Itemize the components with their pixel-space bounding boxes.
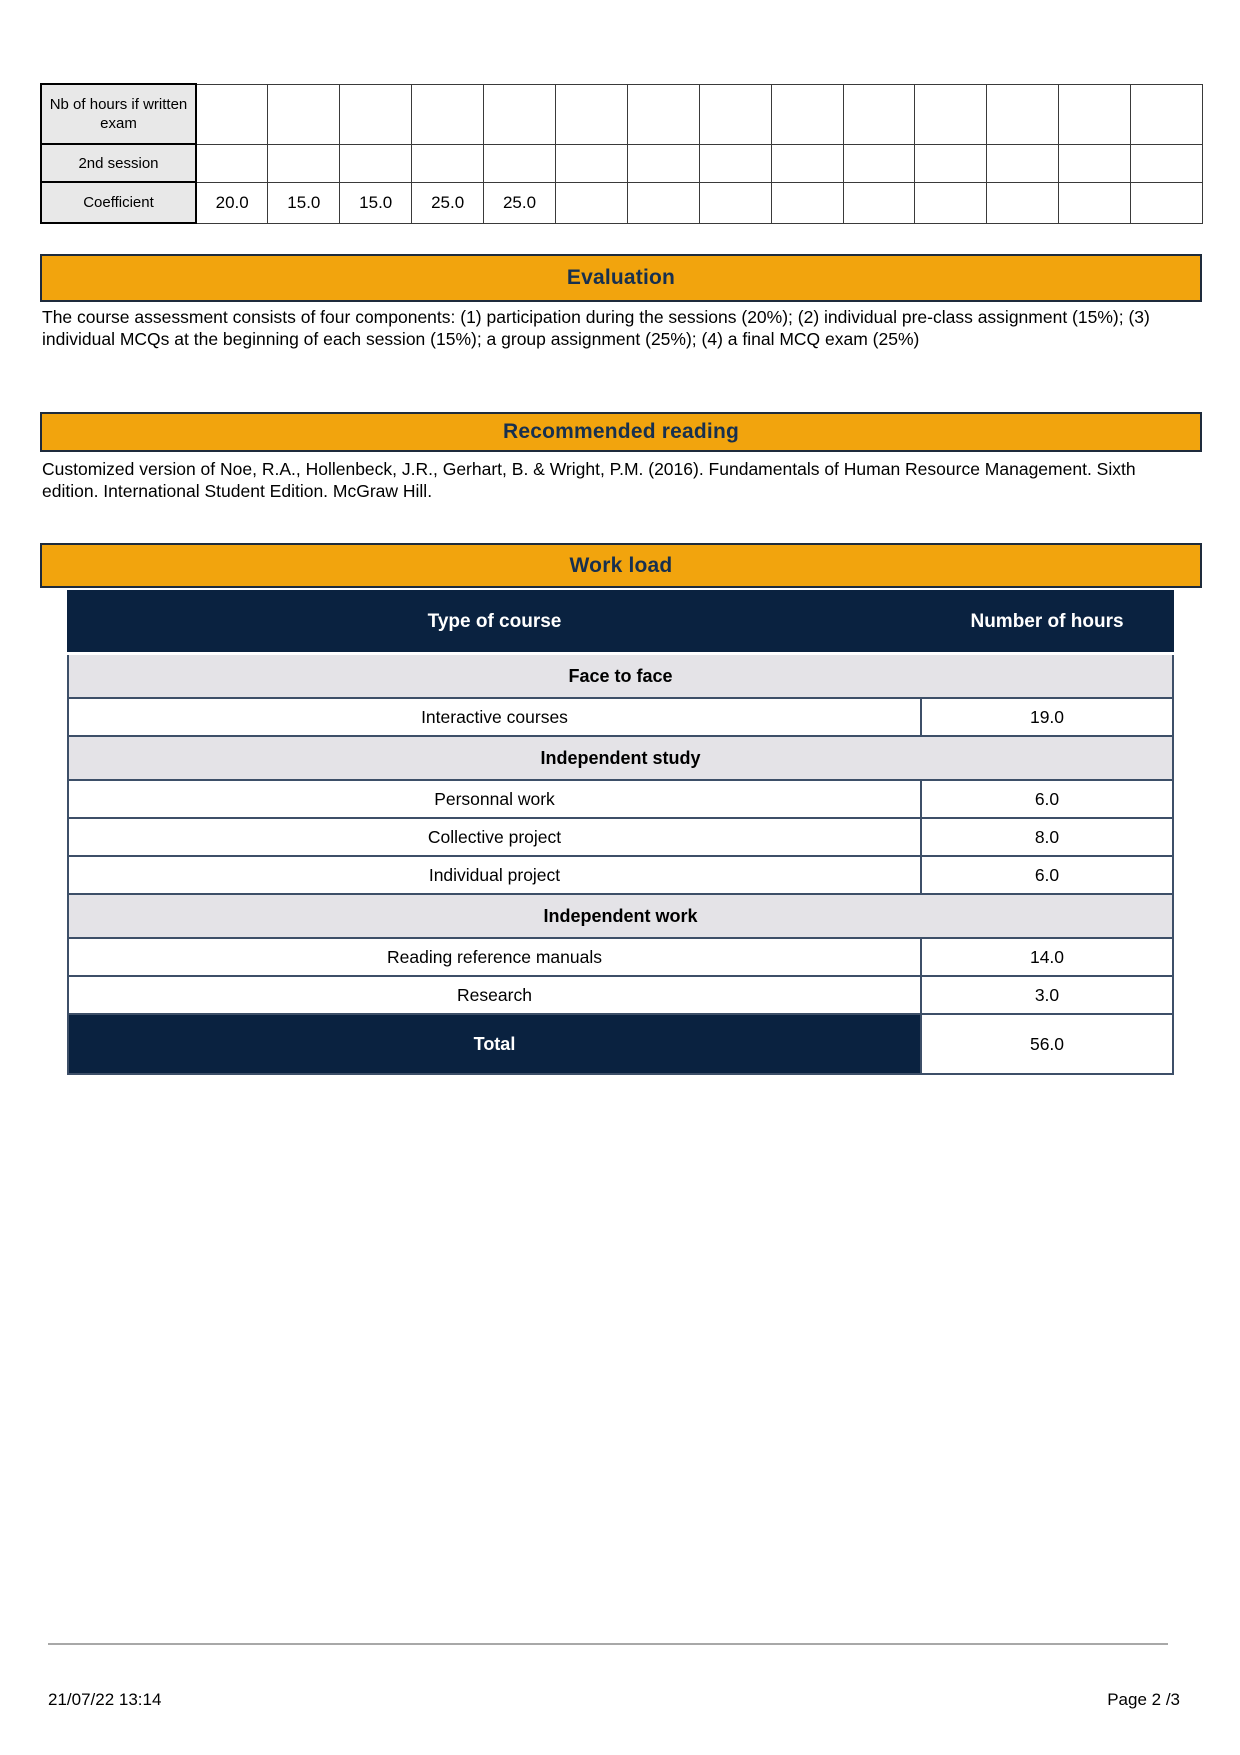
workload-hours-cell: 6.0 — [921, 780, 1173, 818]
footer-page-number: Page 2 /3 — [1107, 1690, 1180, 1709]
workload-data-row — [68, 938, 1173, 976]
evaluation-paragraph: The course assessment consists of four components: (1) participation during the sessions (20%); (2) individual pre-class assignment (15%); (3) individual MCQs at the beginning of each session (15%); a group assignment (25%); (4) a final MCQ exam (25%) — [42, 307, 1150, 349]
workload-hours-cell: 14.0 — [921, 938, 1173, 976]
workload-header — [40, 543, 1202, 588]
workload-table — [67, 590, 1174, 1075]
workload-total-row — [68, 1014, 1173, 1074]
top-table-value-cell — [987, 144, 1059, 182]
top-table-value-cell: 15.0 — [340, 182, 412, 223]
recommended-reading-paragraph: Customized version of Noe, R.A., Hollenbeck, J.R., Gerhart, B. & Wright, P.M. (2016). Fundamentals of Human Resource Management. Sixth edition. International Student Edition. McGraw Hill. — [42, 459, 1136, 501]
top-table-value-cell — [627, 144, 699, 182]
workload-course-cell: Individual project — [68, 856, 921, 894]
top-table-row — [41, 144, 1203, 182]
top-table-value-cell — [1131, 144, 1203, 182]
workload-course-cell: Interactive courses — [68, 698, 921, 736]
top-table-value-cell — [1059, 144, 1131, 182]
top-table-row — [41, 84, 1203, 144]
top-table-value-cell — [340, 144, 412, 182]
evaluation-title: Evaluation — [566, 266, 676, 289]
workload-col-type: Type of course — [68, 591, 921, 654]
top-table-value-cell — [771, 144, 843, 182]
workload-title: Work load — [569, 553, 673, 577]
footer-divider — [48, 1643, 1168, 1645]
top-table-value-cell: 25.0 — [412, 182, 484, 223]
workload-hours-cell: 19.0 — [921, 698, 1173, 736]
workload-section-label: Independent study — [68, 736, 1173, 780]
top-table-label-cell: Coefficient — [41, 182, 196, 223]
workload-hours-cell: 8.0 — [921, 818, 1173, 856]
top-table-value-cell — [484, 84, 556, 144]
top-table-label-cell: 2nd session — [41, 144, 196, 182]
evaluation-header — [40, 254, 1202, 302]
top-table-value-cell — [915, 84, 987, 144]
workload-total-label: Total — [68, 1014, 921, 1074]
top-table-value-cell — [555, 84, 627, 144]
workload-course-cell: Personnal work — [68, 780, 921, 818]
top-table-value-cell — [843, 144, 915, 182]
top-table-value-cell: 15.0 — [268, 182, 340, 223]
recommended-reading-header — [40, 412, 1202, 452]
top-table-value-cell — [987, 182, 1059, 223]
top-table-value-cell — [1131, 182, 1203, 223]
top-table-value-cell — [771, 182, 843, 223]
top-table — [40, 83, 1203, 224]
top-table-value-cell — [1131, 84, 1203, 144]
top-table-label-cell: Nb of hours if written exam — [41, 84, 196, 144]
top-table-value-cell — [987, 84, 1059, 144]
top-table-value-cell — [1059, 84, 1131, 144]
workload-course-cell: Research — [68, 976, 921, 1014]
workload-table-grid — [67, 590, 1174, 1075]
top-table-value-cell — [484, 144, 556, 182]
workload-section-label: Independent work — [68, 894, 1173, 938]
top-table-value-cell: 25.0 — [484, 182, 556, 223]
top-table-value-cell — [196, 84, 268, 144]
workload-col-hours: Number of hours — [921, 591, 1173, 654]
top-table-value-cell — [843, 182, 915, 223]
top-table-value-cell — [196, 144, 268, 182]
top-table-value-cell — [699, 182, 771, 223]
workload-section-row — [68, 736, 1173, 780]
recommended-reading-title: Recommended reading — [502, 420, 740, 443]
top-table-body — [41, 84, 1203, 223]
workload-table-body — [68, 654, 1173, 1015]
top-table-value-cell — [843, 84, 915, 144]
workload-section-row — [68, 894, 1173, 938]
top-table-value-cell — [555, 144, 627, 182]
top-table-value-cell — [699, 144, 771, 182]
workload-section-row — [68, 654, 1173, 699]
workload-course-cell: Reading reference manuals — [68, 938, 921, 976]
workload-course-cell: Collective project — [68, 818, 921, 856]
top-table-value-cell — [268, 84, 340, 144]
top-table-value-cell — [771, 84, 843, 144]
workload-data-row — [68, 856, 1173, 894]
workload-hours-cell: 6.0 — [921, 856, 1173, 894]
workload-header-row — [68, 591, 1173, 654]
top-table-value-cell — [268, 144, 340, 182]
top-table-value-cell — [915, 144, 987, 182]
top-table-value-cell — [915, 182, 987, 223]
footer-timestamp: 21/07/22 13:14 — [48, 1690, 162, 1709]
workload-data-row — [68, 976, 1173, 1014]
workload-total-hours: 56.0 — [921, 1014, 1173, 1074]
top-table-value-cell — [699, 84, 771, 144]
top-table-value-cell — [555, 182, 627, 223]
workload-hours-cell: 3.0 — [921, 976, 1173, 1014]
top-table-value-cell — [412, 84, 484, 144]
top-table-value-cell — [412, 144, 484, 182]
coefficient-table — [40, 83, 1203, 224]
workload-data-row — [68, 818, 1173, 856]
top-table-value-cell — [627, 84, 699, 144]
top-table-value-cell — [1059, 182, 1131, 223]
top-table-row — [41, 182, 1203, 223]
top-table-value-cell: 20.0 — [196, 182, 268, 223]
workload-data-row — [68, 780, 1173, 818]
workload-data-row — [68, 698, 1173, 736]
top-table-value-cell — [627, 182, 699, 223]
workload-section-label: Face to face — [68, 654, 1173, 699]
top-table-value-cell — [340, 84, 412, 144]
